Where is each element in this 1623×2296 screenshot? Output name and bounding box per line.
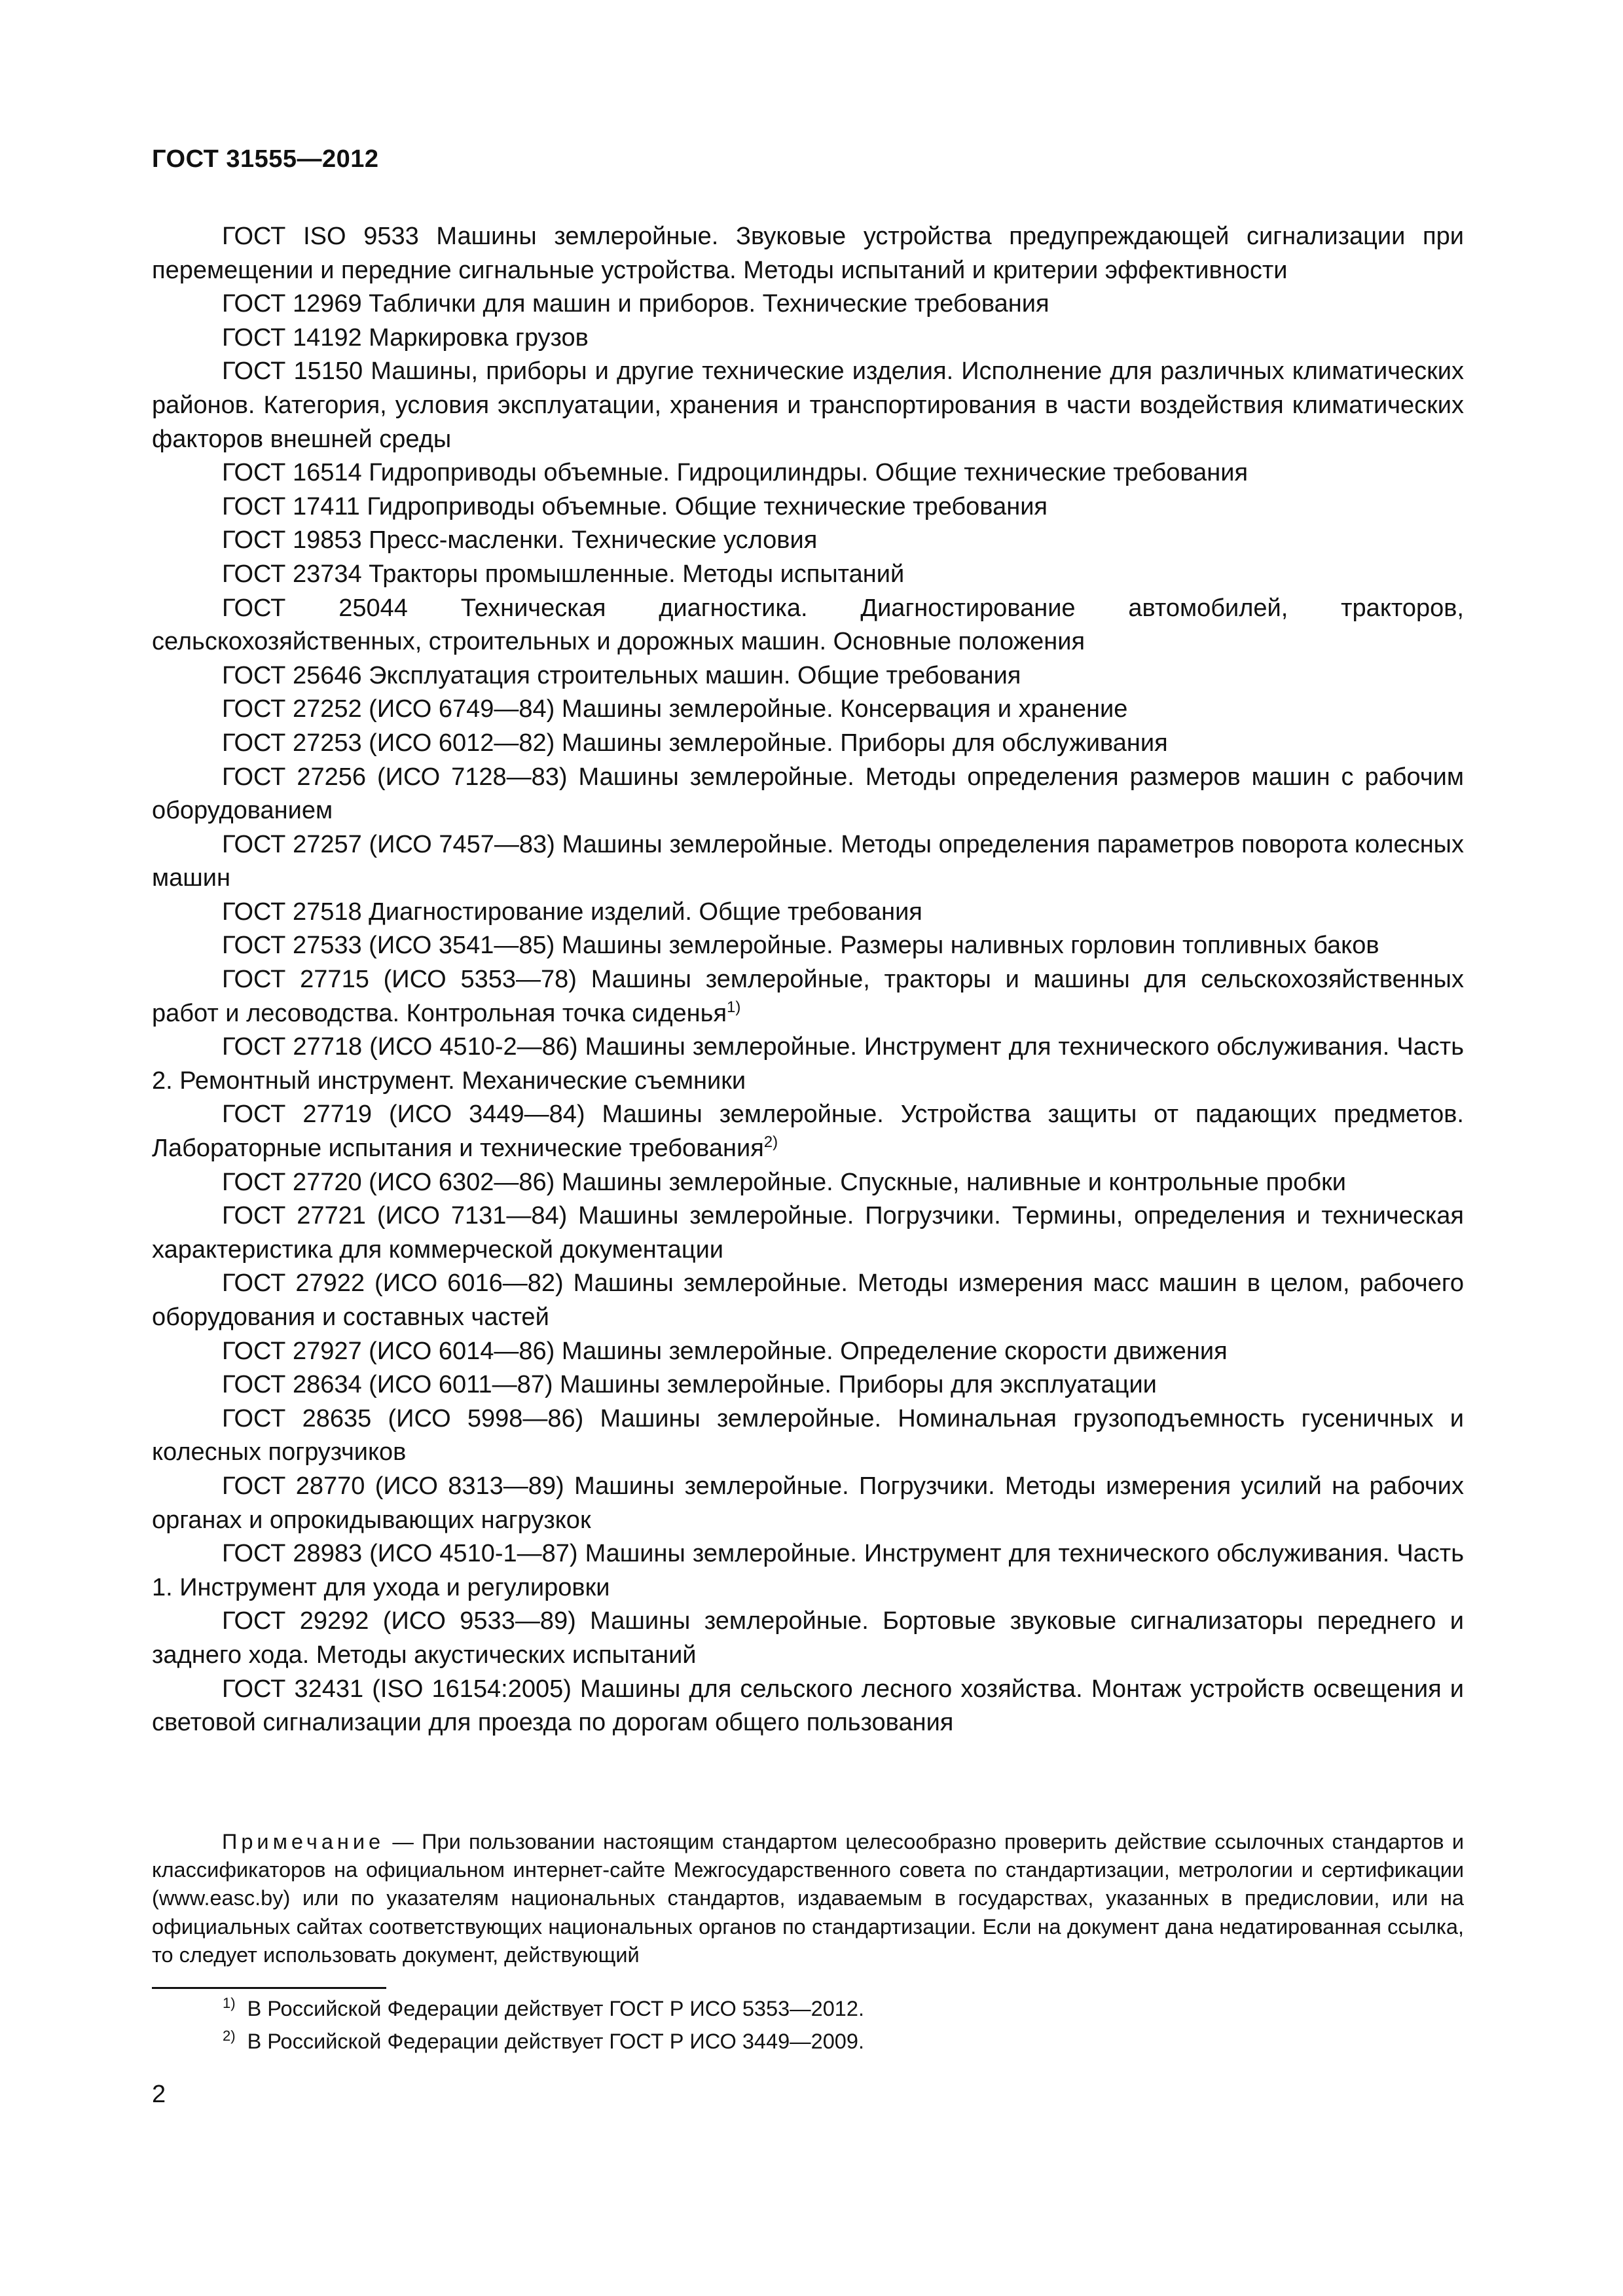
reference-item: ГОСТ 25646 Эксплуатация строительных машин. Общие требования (222, 661, 1021, 689)
reference-item: ГОСТ 29292 (ИСО 9533—89) Машины землеройные. Бортовые звуковые сигнализаторы переднего и заднего хода. Методы акустических испытаний (152, 1607, 1464, 1669)
note-label: Примечание (222, 1830, 385, 1853)
reference-item: ГОСТ 15150 Машины, приборы и другие технические изделия. Исполнение для различных климатических районов. Категория, условия эксплуатации, хранения и транспортирования в части воздействия климатических факторов внешней среды (152, 357, 1464, 453)
footnote-ref-1[interactable]: 1) (727, 998, 741, 1016)
footnote-ref-2[interactable]: 2) (763, 1133, 778, 1152)
note-paragraph (152, 1828, 1464, 1969)
reference-item: ГОСТ 27256 (ИСО 7128—83) Машины землеройные. Методы определения размеров машин с рабочим оборудованием (152, 763, 1464, 825)
reference-item: ГОСТ 27721 (ИСО 7131—84) Машины землеройные. Погрузчики. Термины, определения и техническая характеристика для коммерческой документации (152, 1202, 1464, 1264)
footnote-mark: 1) (223, 1995, 236, 2011)
normative-references-list (152, 220, 1464, 1740)
reference-item: ГОСТ 27518 Диагностирование изделий. Общие требования (222, 898, 922, 926)
reference-item: ГОСТ 27715 (ИСО 5353—78) Машины землеройные, тракторы и машины для сельскохозяйственных работ и лесоводства. Контрольная точка сиденья$^{1)}$ (152, 966, 1464, 1027)
reference-item: ГОСТ 27922 (ИСО 6016—82) Машины землеройные. Методы измерения масс машин в целом, рабочего оборудования и составных частей (152, 1269, 1464, 1331)
reference-item: ГОСТ 16514 Гидроприводы объемные. Гидроцилиндры. Общие технические требования (222, 459, 1249, 487)
footnote-1: $^{1)}$ В Российской Федерации действует ГОСТ Р ИСО 5353—2012. (223, 1995, 864, 2020)
note-text: — При пользовании настоящим стандартом целесообразно проверить действие ссылочных стандартов и классификаторов на официальном интернет-сайте Межгосударственного совета по стандартизации, метрологии и сертификации (www.easc.by) или по указателям национальных стандартов, издаваемым в государствах, указанных в предисловии, или на официальных сайтах соответствующих национальных органов по стандартизации. Если на документ дана недатированная ссылка, то следует использовать документ, действующий (152, 1830, 1464, 1967)
reference-item: ГОСТ 27253 (ИСО 6012—82) Машины землеройные. Приборы для обслуживания (222, 729, 1168, 757)
reference-item: ГОСТ 25044 Техническая диагностика. Диагностирование автомобилей, тракторов, сельскохозяйственных, строительных и дорожных машин. Основные положения (152, 594, 1464, 656)
reference-item: ГОСТ 27533 (ИСО 3541—85) Машины землеройные. Размеры наливных горловин топливных баков (222, 932, 1379, 960)
reference-item: ГОСТ 27257 (ИСО 7457—83) Машины землеройные. Методы определения параметров поворота колесных машин (152, 830, 1464, 892)
reference-item: ГОСТ 19853 Пресс-масленки. Технические условия (222, 526, 818, 555)
reference-item: ГОСТ 12969 Таблички для машин и приборов. Технические требования (222, 290, 1049, 318)
reference-item: ГОСТ 27720 (ИСО 6302—86) Машины землеройные. Спускные, наливные и контрольные пробки (222, 1168, 1346, 1196)
reference-item: ГОСТ 28634 (ИСО 6011—87) Машины землеройные. Приборы для эксплуатации (222, 1371, 1157, 1399)
reference-item: ГОСТ 28770 (ИСО 8313—89) Машины землеройные. Погрузчики. Методы измерения усилий на рабочих органах и опрокидывающих нагрузкок (152, 1472, 1464, 1534)
footnote-mark: 2) (223, 2028, 236, 2044)
reference-item: ГОСТ 23734 Тракторы промышленные. Методы испытаний (222, 560, 905, 588)
reference-item: ГОСТ 27719 (ИСО 3449—84) Машины землеройные. Устройства защиты от падающих предметов. Лабораторные испытания и технические требования$^{2)}$ (152, 1101, 1464, 1163)
reference-item: ГОСТ 27252 (ИСО 6749—84) Машины землеройные. Консервация и хранение (222, 695, 1128, 723)
reference-item: ГОСТ 32431 (ISO 16154:2005) Машины для сельского лесного хозяйства. Монтаж устройств освещения и световой сигнализации для проезда по дорогам общего пользования (152, 1675, 1464, 1737)
reference-item: ГОСТ 27927 (ИСО 6014—86) Машины землеройные. Определение скорости движения (222, 1337, 1228, 1365)
page-number: 2 (152, 2081, 166, 2108)
reference-item: ГОСТ ISO 9533 Машины землеройные. Звуковые устройства предупреждающей сигнализации при перемещении и передние сигнальные устройства. Методы испытаний и критерии эффективности (152, 223, 1464, 284)
footnote-2: $^{2)}$ В Российской Федерации действует ГОСТ Р ИСО 3449—2009. (223, 2028, 864, 2053)
reference-item: ГОСТ 14192 Маркировка грузов (222, 323, 589, 352)
reference-item: ГОСТ 17411 Гидроприводы объемные. Общие технические требования (222, 492, 1048, 520)
reference-item: ГОСТ 28983 (ИСО 4510-1—87) Машины землеройные. Инструмент для технического обслуживания. Часть 1. Инструмент для ухода и регулировки (152, 1540, 1464, 1601)
document-code-header: ГОСТ 31555—2012 (152, 145, 379, 173)
reference-item: ГОСТ 27718 (ИСО 4510-2—86) Машины землеройные. Инструмент для технического обслуживания. Часть 2. Ремонтный инструмент. Механические съемники (152, 1033, 1464, 1095)
reference-item: ГОСТ 28635 (ИСО 5998—86) Машины землеройные. Номинальная грузоподъемность гусеничных и колесных погрузчиков (152, 1404, 1464, 1467)
footnote-separator (152, 1987, 386, 1989)
